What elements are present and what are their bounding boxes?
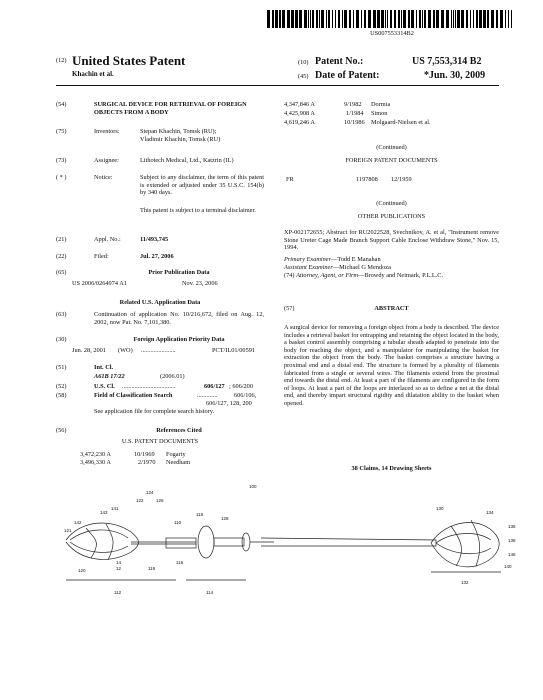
code-57: (57) [284,305,295,312]
barcode-bar [416,10,417,28]
inventors-label: Inventors: [94,128,120,135]
code-22: (22) [56,253,67,260]
figure-ref-label: 122 [136,498,144,503]
handle-ring [198,526,214,558]
ref-number: 3,496,330 A [80,459,111,466]
int-cl-date: (2006.01) [160,373,185,380]
barcode-bar [428,10,431,28]
foreign-no: 1197808 [356,176,378,183]
ref-row [284,119,315,127]
ref-row [284,101,315,109]
us-cl-label: U.S. Cl. [94,383,115,390]
ref-name: Fogarty [166,451,186,458]
figure-ref-label: 132 [461,580,469,585]
figure-ref-label: 112 [114,590,122,595]
barcode-bar [381,10,384,28]
barcode-bar [466,10,468,28]
barcode-bar [335,10,336,28]
barcode-bar [451,10,452,28]
ref-date: 10/1969 [134,451,155,458]
patent-title: United States Patent [72,53,186,68]
patent-no-label: Patent No.: [315,56,364,67]
abstract-text: A surgical device for removing a foreign object from a body is described. The device includes a retrieval basket for entrapping and retaining the object located in the body, a basket control assembly comprising a tubular sheath adapted to penetrate into the body for reaching the object, and a manipulator for manipulating the basket for extraction the object from the body. The basket comprises a structure having a proximal end and a distal end. The structure is formed by a plurality of filaments fabricated from a single or several wires. The filaments extend from the proximal end towards the distal end. At least a part of the filaments are configured in the form of loops. At least a part of the loops are interlaced so as to define a net at the distal end, and thereby impart structural rigidity and dilatation ability to the basket when opened. [284,324,499,407]
barcode-bar [312,10,314,28]
priority-dots: ...................... [141,347,176,354]
prior-publication-number: US 2006/0264974 A1 [72,280,127,287]
barcode-bar [287,10,290,28]
barcode-bar [282,10,285,28]
ref-name: Needham [166,459,191,466]
ref-name: Dormia [371,101,391,108]
barcode-bar [295,10,298,28]
ref-row-name [371,110,387,118]
attorney [284,272,499,280]
inventor-2: Vladimir Khachin, Tomsk (RU) [140,136,221,143]
barcode-bar [436,10,439,28]
primary-examiner [284,256,381,264]
figure-ref-label: 12 [116,566,122,571]
us-cl-value2: ; 606/200 [229,383,253,390]
ref-row-name [371,119,431,127]
field-search-label: Field of Classification Search [94,392,173,399]
figure-ref-label: 146 [508,552,516,557]
patent-number: US 7,553,314 B2 [412,56,482,67]
ref-row [284,110,315,118]
continued-1: (Continued) [376,144,407,151]
figure-ref-label: 124 [146,490,154,495]
attorney-name: —Browdy and Neimark, P.L.L.C. [358,272,444,279]
barcode-bar [390,10,392,28]
handle-knob [242,533,250,551]
figure-ref-label: 143 [100,510,108,515]
us-cl-dots: .................................. [122,383,176,390]
barcode-bar [299,10,302,28]
appl-no-label: Appl. No.: [94,236,121,243]
notice-text: Subject to any disclaimer, the term of this patent is extended or adjusted under 35 U.S.C. 154(b) by 340 days. [140,174,264,197]
ref-date: 1/1984 [346,110,364,117]
barcode-bar [328,10,330,28]
inventor-1: Stepan Khachin, Tomsk (RU); [140,128,217,135]
ref-row-date [134,451,155,459]
barcode-bar [461,10,464,28]
ref-date: 10/1986 [344,119,365,126]
barcode-bar [310,10,311,28]
assistant-examiner [284,264,391,272]
ref-date: 2/1970 [138,459,156,466]
barcode-bar [344,10,347,28]
int-cl-value: A61B 17/22 [94,373,125,380]
patent-figure [56,480,516,610]
barcode-bar [338,10,340,28]
barcode-bar [470,10,471,28]
foreign-ref-date [391,176,412,184]
barcode-bar [368,10,371,28]
assistant-examiner-label: Assistant Examiner [284,264,333,271]
barcode-bar [356,10,359,28]
barcode-bar [398,10,400,28]
code-21: (21) [56,236,67,243]
code-65: (65) [56,269,67,276]
figure-ref-label: 100 [249,484,257,489]
barcode-bar [272,10,274,28]
barcode-bar [387,10,388,28]
barcode-bar [291,10,294,28]
references-title: References Cited [156,427,202,434]
code-30: (30) [56,336,67,343]
basket-right [431,523,499,567]
ref-row [80,451,111,459]
barcode-bar [453,10,454,28]
barcode-bar [349,10,351,28]
barcode-bar [279,10,281,28]
figure-ref-label: 110 [174,520,182,525]
foreign-date: 12/1959 [391,176,412,183]
primary-examiner-label: Primary Examiner [284,256,332,263]
ref-number: 4,425,908 A [284,110,315,117]
appl-no: 11/493,745 [140,236,169,243]
barcode-bar [394,10,396,28]
figure-ref-label: 14 [116,560,122,565]
patent-date: *Jun. 30, 2009 [424,70,486,81]
ref-name: Molgaard-Nielsen et al. [371,119,431,126]
ref-row-date [138,459,156,467]
other-publications-title: OTHER PUBLICATIONS [357,213,426,220]
priority-number: PCT/IL01/00591 [212,347,256,354]
barcode-bar [308,10,309,28]
prior-publication-date: Nov. 23, 2006 [182,280,218,287]
continued-2: (Continued) [376,200,407,207]
ref-date: 9/1982 [344,101,362,108]
barcode-bar [491,10,494,28]
barcode-bar [401,10,402,28]
ref-row-date [344,101,362,109]
barcode [267,10,517,30]
figure-ref-label: 130 [436,506,444,511]
ref-number: 4,619,246 A [284,119,315,126]
ref-row [80,459,111,467]
barcode-bar [321,10,324,28]
ref-row-name [166,459,190,467]
barcode-bar [487,10,489,28]
code-notice: ( * ) [56,174,67,181]
figure-ref-label: 114 [206,590,214,595]
barcode-bar [508,10,509,28]
continuation-text: Continuation of application No. 10/216,672, filed on Aug. 12, 2002, now Pat. No. 7,101,380. [94,311,264,326]
ref-row-date [346,110,364,118]
figure-ref-label: 138 [508,538,516,543]
barcode-bar [496,10,498,28]
foreign-docs-title: FOREIGN PATENT DOCUMENTS [345,157,438,164]
barcode-bar [385,10,386,28]
long-sheath [261,538,436,546]
inventor-short: Khachin et al. [72,70,114,78]
assignee: Lithotech Medical, Ltd., Katzrin (IL) [140,157,234,164]
code-12: (12) [56,57,67,64]
other-publication-text: XP-002172655; Abstract for RU2022528, Svechnikov, A. et al, "Instrument remove Stone Ureter Cage Made Branch Support Cable Enclose Withdraw Stone," Nov. 15, 1994. [284,229,499,252]
barcode-bar [505,10,506,28]
barcode-bar [455,10,456,28]
figure-ref-label: 119 [148,566,156,571]
field-search-dots: ............. [197,392,218,399]
priority-date: Jun. 28, 2001 [72,347,106,354]
barcode-bar [446,10,449,28]
code-73: (73) [56,157,67,164]
filed-date: Jul. 27, 2006 [140,253,174,260]
barcode-bar [457,10,460,28]
barcode-bar [326,10,327,28]
header-rule [56,85,499,86]
abstract-title: ABSTRACT [374,305,409,312]
code-56: (56) [56,427,67,434]
figure-ref-label: 120 [78,568,86,573]
barcode-bar [511,10,512,28]
code-58: (58) [56,392,67,399]
barcode-bar [473,10,474,28]
us-cl-value: 606/127 [204,383,225,390]
barcode-bar [373,10,376,28]
barcode-bar [377,10,380,28]
ref-row-name [166,451,186,459]
barcode-bar [433,10,435,28]
barcode-bar [500,10,503,28]
handle-body [166,538,196,548]
handle-rod [214,538,244,546]
attorney-label: Attorney, Agent, or Firm [296,272,359,279]
notice-disclaimer: This patent is subject to a terminal disclaimer. [140,207,256,214]
ref-number: 3,472,230 A [80,451,111,458]
ref-name: Simon [371,110,388,117]
barcode-bar [479,10,482,28]
basket-left-loops [70,524,128,560]
code-63: (63) [56,311,67,318]
figure-ref-label: 141 [111,506,119,511]
foreign-priority-title: Foreign Application Priority Data [133,336,225,343]
ref-row-date [344,119,365,127]
barcode-number: US007553314B2 [370,30,414,37]
code-52: (52) [56,383,67,390]
prior-publication-title: Prior Publication Data [148,269,210,276]
priority-wo: (WO) [118,347,133,354]
barcode-bar [422,10,423,28]
barcode-bar [267,10,270,28]
barcode-bar [411,10,414,28]
barcode-bar [319,10,320,28]
code-45: (45) [298,73,309,80]
figure-ref-label: 136 [508,524,516,529]
barcode-bar [304,10,307,28]
barcode-bar [316,10,318,28]
barcode-bar [419,10,421,28]
barcode-bar [275,10,278,28]
barcode-bar [361,10,362,28]
code-10: (10) [298,59,309,66]
figure-ref-label: 126 [156,498,164,503]
primary-examiner-name: —Todd E Manahan [331,256,381,263]
figure-ref-label: 116 [176,560,184,565]
barcode-bar [403,10,406,28]
barcode-bar [408,10,410,28]
int-cl-label: Int. Cl. [94,364,114,371]
barcode-bar [353,10,354,28]
code-75: (75) [56,128,67,135]
barcode-bar [483,10,486,28]
date-label: Date of Patent: [315,70,380,81]
invention-title: SURGICAL DEVICE FOR RETRIEVAL OF FOREIGN OBJECTS FROM A BODY [94,101,247,116]
foreign-ref-cc [286,176,294,184]
notice-label: Notice: [94,174,113,181]
ref-row-name [371,101,390,109]
figure-ref-label: 128 [221,516,229,521]
barcode-bar [476,10,478,28]
figure-ref-label: 140 [504,564,512,569]
foreign-ref-no [356,176,378,184]
assistant-examiner-name: —Michael G Mendoza [332,264,391,271]
barcode-bar [364,10,366,28]
figure-ref-label: 142 [74,520,82,525]
barcode-bar [441,10,444,28]
barcode-bar [342,10,343,28]
code-54: (54) [56,101,67,108]
figure-ref-label: 134 [486,510,494,515]
figure-ref-label: 118 [196,512,204,517]
ref-number: 4,347,846 A [284,101,315,108]
figure-ref-label: 121 [64,528,72,533]
basket-left [66,523,139,559]
foreign-cc: FR [286,176,294,183]
related-data-title: Related U.S. Application Data [119,299,201,306]
barcode-bar [332,10,333,28]
assignee-label: Assignee: [94,157,119,164]
filed-label: Filed: [94,253,109,260]
code-51: (51) [56,364,67,371]
field-search-value1: 606/106, [234,392,257,399]
barcode-bar [424,10,426,28]
code-74: (74) [284,272,295,279]
field-search-value2: 606/127, 128, 200 [206,400,252,407]
field-search-note: See application file for complete search history. [94,408,215,415]
claims-count: 38 Claims, 14 Drawing Sheets [351,465,432,472]
us-patent-docs-title: U.S. PATENT DOCUMENTS [121,438,199,445]
